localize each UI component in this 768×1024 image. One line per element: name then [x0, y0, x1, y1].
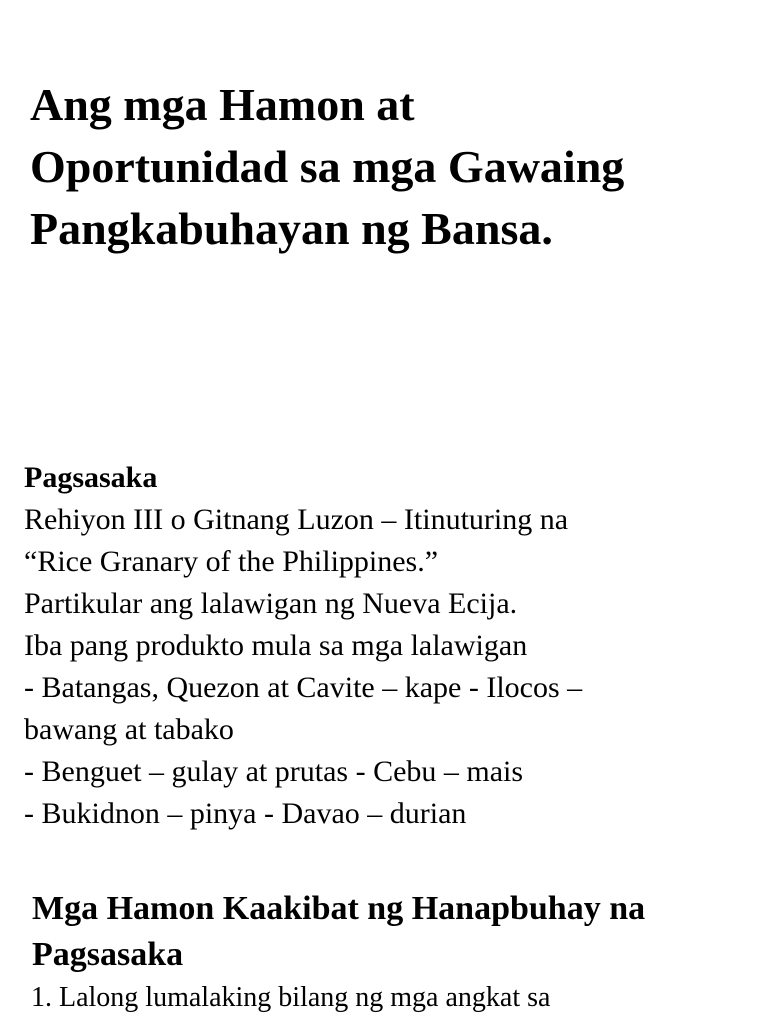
hamon-heading-line-2: Pagsasaka — [32, 936, 184, 973]
slide-title — [30, 74, 750, 260]
hamon-heading — [32, 886, 752, 978]
pagsasaka-line-3: Partikular ang lalawigan ng Nueva Ecija. — [24, 587, 518, 620]
pagsasaka-line-6: bawang at tabako — [24, 713, 234, 746]
pagsasaka-line-2: “Rice Granary of the Philippines.” — [24, 545, 439, 578]
pagsasaka-line-4: Iba pang produkto mula sa mga lalawigan — [24, 629, 528, 662]
hamon-item-1: 1. Lalong lumalaking bilang ng mga angkat sa — [31, 982, 551, 1013]
pagsasaka-line-5: - Batangas, Quezon at Cavite – kape - Ilocos – — [24, 671, 583, 704]
hamon-section — [32, 886, 752, 1018]
pagsasaka-line-8: - Bukidnon – pinya - Davao – durian — [24, 797, 467, 830]
pagsasaka-section — [24, 457, 754, 835]
pagsasaka-heading: Pagsasaka — [24, 461, 158, 494]
pagsasaka-line-1: Rehiyon III o Gitnang Luzon – Itinuturing na — [24, 503, 569, 536]
hamon-heading-line-1: Mga Hamon Kaakibat ng Hanapbuhay na — [32, 890, 646, 927]
slide-title-line-3: Pangkabuhayan ng Bansa. — [30, 203, 553, 254]
slide-title-line-1: Ang mga Hamon at — [30, 79, 415, 130]
slide-title-line-2: Oportunidad sa mga Gawaing — [30, 141, 625, 192]
pagsasaka-line-7: - Benguet – gulay at prutas - Cebu – mais — [24, 755, 524, 788]
